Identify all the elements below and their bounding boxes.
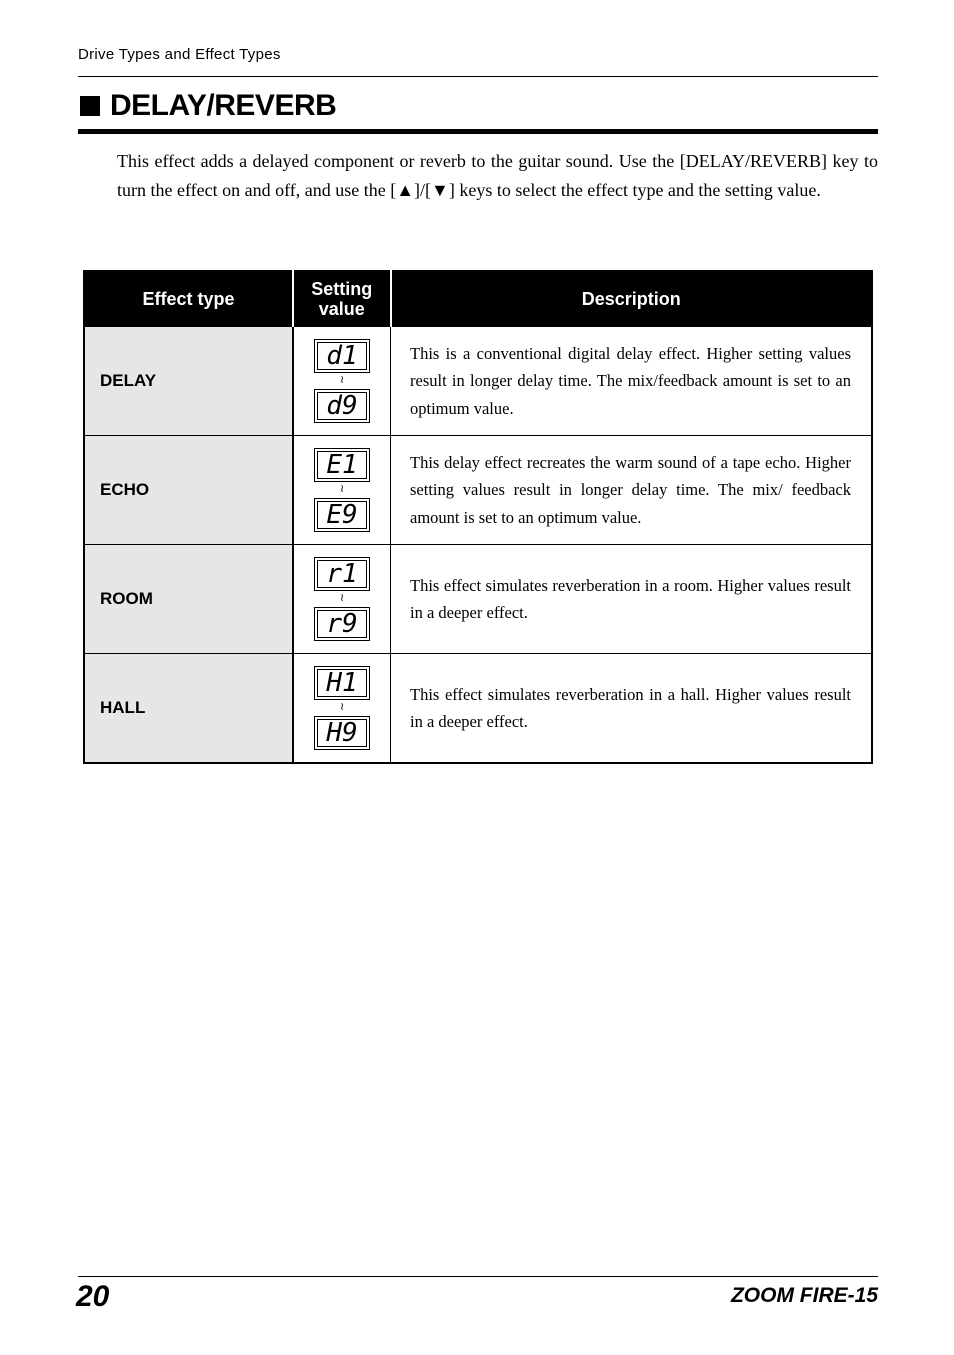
effect-description: This effect simulates reverberation in a hall. Higher values result in a deeper effect. bbox=[391, 654, 873, 764]
product-name: ZOOM FIRE-15 bbox=[730, 1284, 878, 1307]
effect-table bbox=[83, 270, 873, 764]
range-separator: ≀ bbox=[339, 483, 345, 495]
footer-rule bbox=[78, 1276, 878, 1277]
section-heading bbox=[80, 90, 336, 122]
table-header-row bbox=[84, 271, 872, 327]
effect-description: This delay effect recreates the warm sound of a tape echo. Higher setting values result in longer delay time. The mix/ feedback amount is set to an optimum value. bbox=[391, 436, 873, 545]
header-description: Description bbox=[391, 271, 873, 327]
lcd-display-max: E9 bbox=[314, 498, 370, 532]
effect-name: DELAY bbox=[84, 327, 293, 436]
page-number: 20 bbox=[76, 1280, 110, 1313]
header-setting-value: Setting value bbox=[293, 271, 391, 327]
header-rule bbox=[78, 76, 878, 77]
lcd-display-min: d1 bbox=[314, 339, 370, 373]
lcd-display-max: H9 bbox=[314, 716, 370, 750]
effect-name: ROOM bbox=[84, 545, 293, 654]
title-rule bbox=[78, 129, 878, 134]
lcd-display-min: E1 bbox=[314, 448, 370, 482]
table-row bbox=[84, 436, 872, 545]
setting-range bbox=[293, 545, 391, 654]
effect-name: ECHO bbox=[84, 436, 293, 545]
table-row bbox=[84, 545, 872, 654]
setting-range bbox=[293, 654, 391, 764]
lcd-display-min: H1 bbox=[314, 666, 370, 700]
section-title: DELAY/REVERB bbox=[110, 89, 337, 122]
setting-range bbox=[293, 327, 391, 436]
range-separator: ≀ bbox=[339, 701, 345, 713]
intro-paragraph: This effect adds a delayed component or reverb to the guitar sound. Use the [DELAY/REVERB] key to turn the effect on and off, and use the [▲]/[▼] keys to select the effect type and the setting value. bbox=[117, 151, 878, 200]
setting-range bbox=[293, 436, 391, 545]
lcd-display-min: r1 bbox=[314, 557, 370, 591]
header-effect-type: Effect type bbox=[84, 271, 293, 327]
table-row bbox=[84, 654, 872, 764]
range-separator: ≀ bbox=[339, 592, 345, 604]
effect-description: This is a conventional digital delay effect. Higher setting values result in longer delay time. The mix/feedback amount is set to an optimum value. bbox=[391, 327, 873, 436]
square-bullet-icon bbox=[80, 96, 100, 116]
lcd-display-max: d9 bbox=[314, 389, 370, 423]
lcd-display-max: r9 bbox=[314, 607, 370, 641]
effect-description: This effect simulates reverberation in a room. Higher values result in a deeper effect. bbox=[391, 545, 873, 654]
table-row bbox=[84, 327, 872, 436]
range-separator: ≀ bbox=[339, 374, 345, 386]
running-head: Drive Types and Effect Types bbox=[78, 46, 281, 63]
effect-name: HALL bbox=[84, 654, 293, 764]
